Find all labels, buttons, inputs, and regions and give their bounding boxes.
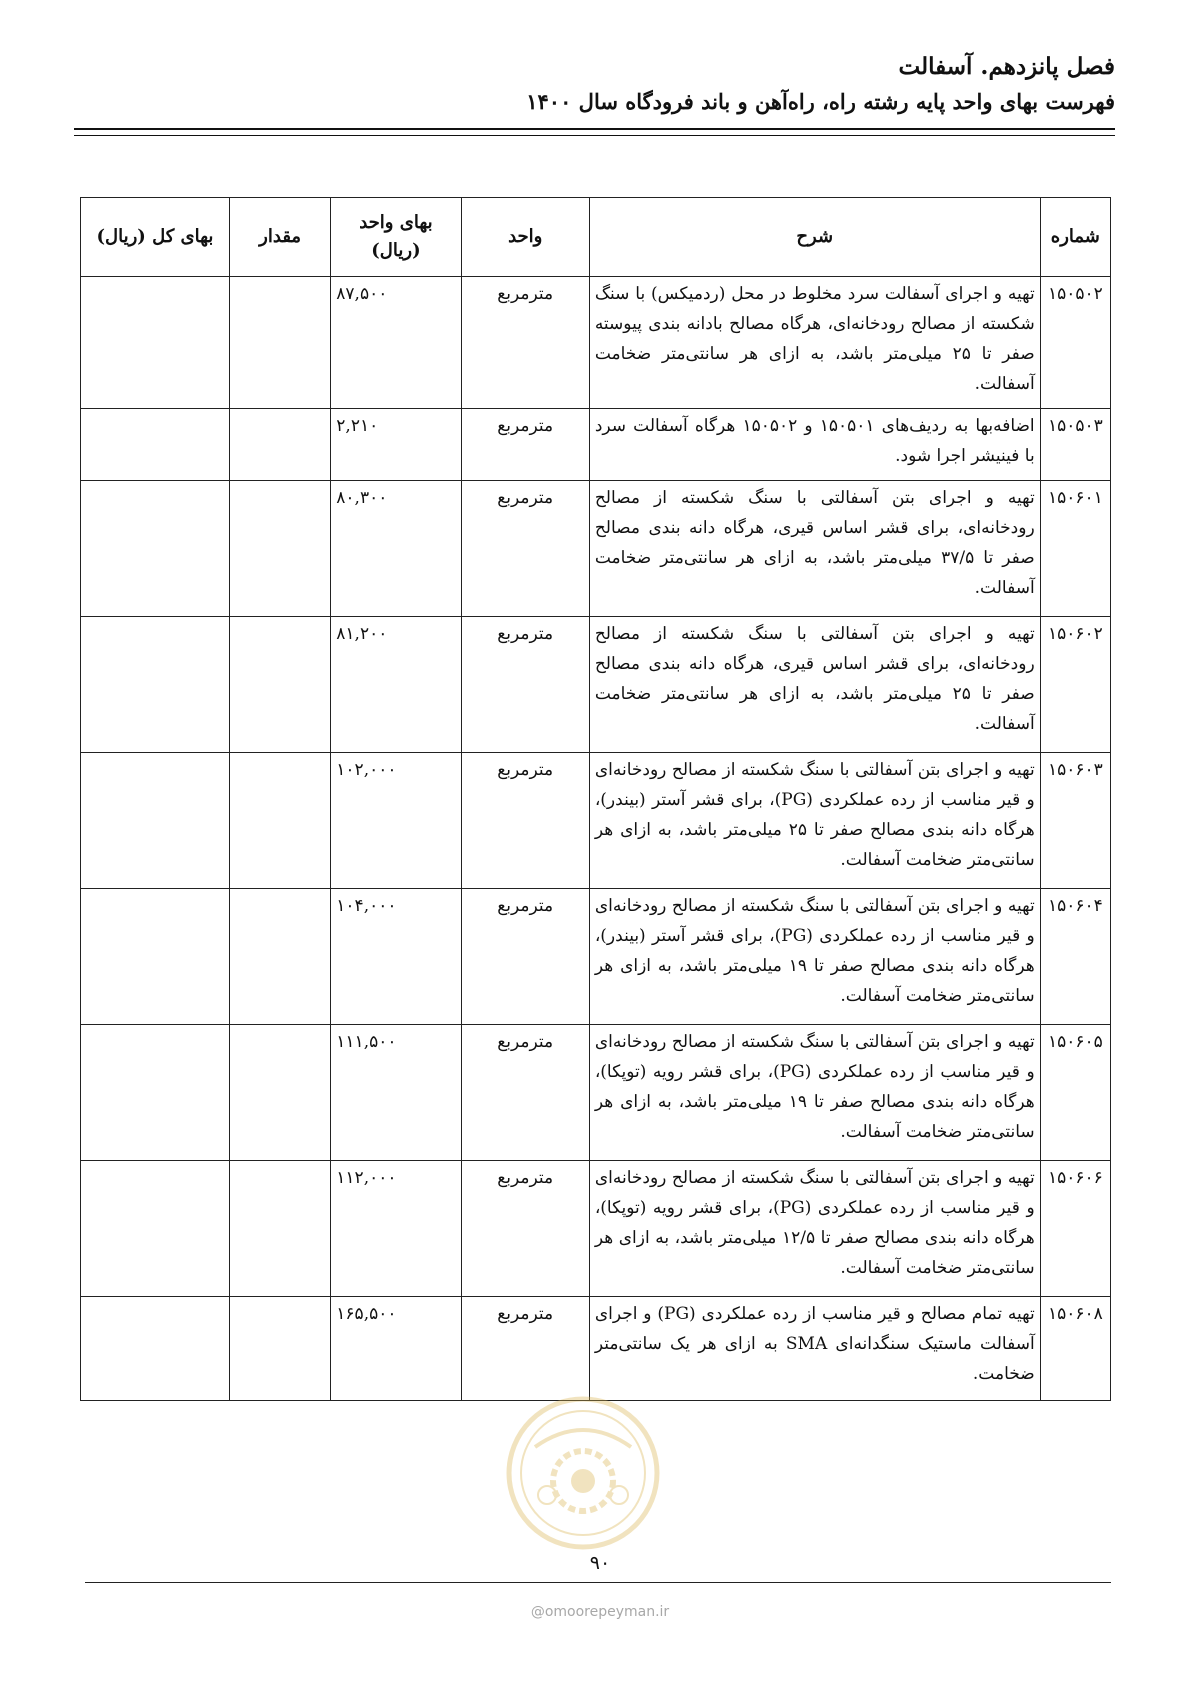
item-total-price: [81, 753, 230, 889]
chapter-title: فصل پانزدهم. آسفالت: [898, 53, 1115, 80]
item-code: ۱۵۰۶۰۱: [1040, 481, 1110, 617]
item-total-price: [81, 409, 230, 481]
site-watermark-text: @omoorepeyman.ir: [530, 1604, 670, 1620]
item-description: تهیه و اجرای بتن آسفالتی با سنگ شکسته از مصالح رودخانه‌ای، برای قشر اساس قیری، هرگاه دانه بندی مصالح صفر تا ۳۷/۵ میلی‌متر باشد، به ازای هر سانتی‌متر ضخامت آسفالت.: [589, 481, 1040, 617]
item-unit: مترمربع: [461, 1297, 589, 1401]
column-header-total-price: بهای کل (ریال): [81, 198, 230, 277]
item-code: ۱۵۰۶۰۲: [1040, 617, 1110, 753]
item-quantity: [229, 1297, 330, 1401]
price-table: [80, 197, 1111, 1401]
item-unit-price: ۱۰۴,۰۰۰: [331, 889, 461, 1025]
table-row: [81, 1025, 1111, 1161]
item-quantity: [229, 481, 330, 617]
item-total-price: [81, 1297, 230, 1401]
item-unit: مترمربع: [461, 409, 589, 481]
item-code: ۱۵۰۶۰۴: [1040, 889, 1110, 1025]
table-body: [81, 277, 1111, 1401]
item-code: ۱۵۰۶۰۳: [1040, 753, 1110, 889]
item-description: تهیه و اجرای بتن آسفالتی با سنگ شکسته از مصالح رودخانه‌ای، برای قشر اساس قیری، هرگاه دانه بندی مصالح صفر تا ۲۵ میلی‌متر باشد، به ازای هر سانتی‌متر ضخامت آسفالت.: [589, 617, 1040, 753]
item-unit: مترمربع: [461, 277, 589, 409]
table-row: [81, 409, 1111, 481]
item-unit-price: ۱۱۱,۵۰۰: [331, 1025, 461, 1161]
header-divider-thin: [74, 135, 1115, 136]
item-quantity: [229, 1025, 330, 1161]
item-quantity: [229, 409, 330, 481]
page-number: ۹۰: [589, 1552, 611, 1574]
table-row: [81, 1161, 1111, 1297]
item-unit: مترمربع: [461, 481, 589, 617]
table-row: [81, 1297, 1111, 1401]
item-unit-price: ۸۱,۲۰۰: [331, 617, 461, 753]
item-total-price: [81, 277, 230, 409]
item-total-price: [81, 617, 230, 753]
item-code: ۱۵۰۶۰۵: [1040, 1025, 1110, 1161]
item-description: اضافه‌بها به ردیف‌های ۱۵۰۵۰۱ و ۱۵۰۵۰۲ هرگاه آسفالت سرد با فینیشر اجرا شود.: [589, 409, 1040, 481]
item-unit: مترمربع: [461, 1161, 589, 1297]
column-header-description: شرح: [589, 198, 1040, 277]
item-description: تهیه و اجرای بتن آسفالتی با سنگ شکسته از مصالح رودخانه‌ای و قیر مناسب از رده عملکردی (PG)، برای قشر آستر (بیندر)، هرگاه دانه بندی مصالح صفر تا ۱۹ میلی‌متر باشد، به ازای هر سانتی‌متر ضخامت آسفالت.: [589, 889, 1040, 1025]
item-description: تهیه تمام مصالح و قیر مناسب از رده عملکردی (PG) و اجرای آسفالت ماستیک سنگدانه‌ای SMA به ازای هر یک سانتی‌متر ضخامت.: [589, 1297, 1040, 1401]
item-quantity: [229, 617, 330, 753]
item-unit-price: ۱۶۵,۵۰۰: [331, 1297, 461, 1401]
item-description: تهیه و اجرای بتن آسفالتی با سنگ شکسته از مصالح رودخانه‌ای و قیر مناسب از رده عملکردی (PG)، برای قشر آستر (بیندر)، هرگاه دانه بندی مصالح صفر تا ۲۵ میلی‌متر باشد، به ازای هر سانتی‌متر ضخامت آسفالت.: [589, 753, 1040, 889]
item-quantity: [229, 277, 330, 409]
item-unit-price: ۸۷,۵۰۰: [331, 277, 461, 409]
item-quantity: [229, 753, 330, 889]
item-total-price: [81, 889, 230, 1025]
column-header-unit-price: بهای واحد (ریال): [331, 198, 461, 277]
company-seal-watermark: [505, 1395, 661, 1551]
item-quantity: [229, 889, 330, 1025]
table-row: [81, 753, 1111, 889]
item-description: تهیه و اجرای بتن آسفالتی با سنگ شکسته از مصالح رودخانه‌ای و قیر مناسب از رده عملکردی (PG)، برای قشر رویه (توپکا)، هرگاه دانه بندی مصالح صفر تا ۱۲/۵ میلی‌متر باشد، به ازای هر سانتی‌متر ضخامت آسفالت.: [589, 1161, 1040, 1297]
item-unit: مترمربع: [461, 889, 589, 1025]
item-code: ۱۵۰۵۰۳: [1040, 409, 1110, 481]
item-code: ۱۵۰۵۰۲: [1040, 277, 1110, 409]
table-header-row: [81, 198, 1111, 277]
item-unit: مترمربع: [461, 1025, 589, 1161]
item-description: تهیه و اجرای بتن آسفالتی با سنگ شکسته از مصالح رودخانه‌ای و قیر مناسب از رده عملکردی (PG)، برای قشر رویه (توپکا)، هرگاه دانه بندی مصالح صفر تا ۱۹ میلی‌متر باشد، به ازای هر سانتی‌متر ضخامت آسفالت.: [589, 1025, 1040, 1161]
item-unit: مترمربع: [461, 753, 589, 889]
header-divider: [74, 128, 1115, 130]
item-total-price: [81, 1161, 230, 1297]
item-code: ۱۵۰۶۰۶: [1040, 1161, 1110, 1297]
item-description: تهیه و اجرای آسفالت سرد مخلوط در محل (ردمیکس) با سنگ شکسته از مصالح رودخانه‌ای، هرگاه مصالح بادانه بندی پیوسته صفر تا ۲۵ میلی‌متر باشد، به ازای هر سانتی‌متر ضخامت آسفالت.: [589, 277, 1040, 409]
item-unit-price: ۸۰,۳۰۰: [331, 481, 461, 617]
item-total-price: [81, 481, 230, 617]
page-header: [75, 50, 1115, 118]
item-quantity: [229, 1161, 330, 1297]
column-header-unit: واحد: [461, 198, 589, 277]
item-unit: مترمربع: [461, 617, 589, 753]
item-unit-price: ۱۰۲,۰۰۰: [331, 753, 461, 889]
item-unit-price: ۱۱۲,۰۰۰: [331, 1161, 461, 1297]
item-unit-price: ۲,۲۱۰: [331, 409, 461, 481]
table-row: [81, 889, 1111, 1025]
table-row: [81, 481, 1111, 617]
item-total-price: [81, 1025, 230, 1161]
table-row: [81, 277, 1111, 409]
table-row: [81, 617, 1111, 753]
column-header-quantity: مقدار: [229, 198, 330, 277]
item-code: ۱۵۰۶۰۸: [1040, 1297, 1110, 1401]
footer-divider: [85, 1582, 1111, 1583]
column-header-code: شماره: [1040, 198, 1110, 277]
price-list-title: فهرست بهای واحد پایه رشته راه، راه‌آهن و باند فرودگاه سال ۱۴۰۰: [526, 89, 1115, 114]
